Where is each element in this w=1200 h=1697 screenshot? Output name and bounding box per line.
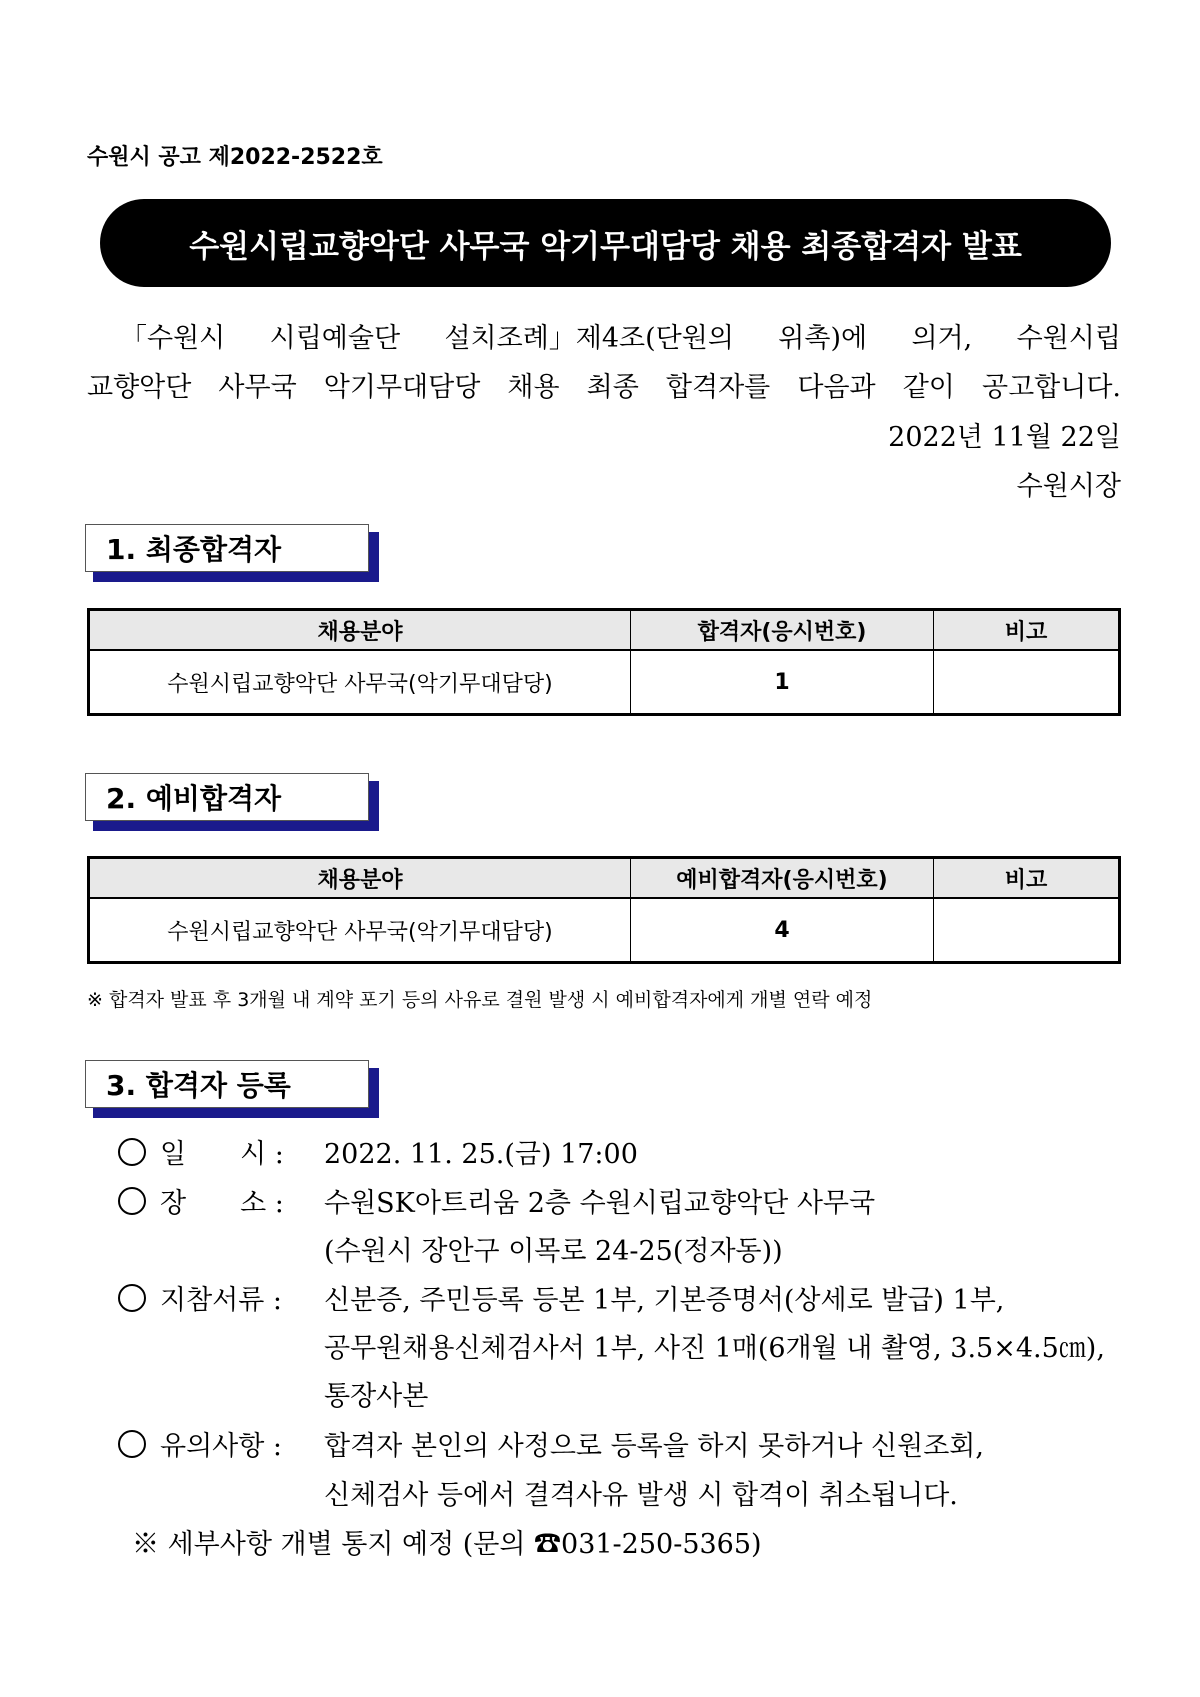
section-heading-3: 3. 합격자 등록	[85, 1060, 371, 1110]
item-documents	[118, 1278, 1004, 1317]
section-heading-1: 1. 최종합격자	[85, 524, 371, 574]
circle-bullet-icon	[118, 1430, 146, 1458]
reserve-note: ※ 합격자 발표 후 3개월 내 계약 포기 등의 사유로 결원 발생 시 예비합격자에게 개별 연락 예정	[87, 989, 873, 1011]
item-label: 일 시 :	[160, 1139, 284, 1170]
circle-bullet-icon	[118, 1187, 146, 1215]
section-heading-2: 2. 예비합격자	[85, 773, 371, 823]
notice-date: 2022년 11월 22일	[888, 422, 1121, 453]
item-value: (수원시 장안구 이목로 24-25(정자동))	[324, 1236, 783, 1267]
column-header: 비고	[934, 610, 1120, 651]
intro-text: 위촉)에	[778, 323, 868, 354]
page-title: 수원시립교향악단 사무국 악기무대담당 채용 최종합격자 발표	[189, 228, 1022, 265]
item-label: 장 소 :	[160, 1188, 284, 1219]
item-value: 합격자 본인의 사정으로 등록을 하지 못하거나 신원조회,	[324, 1431, 984, 1462]
item-value: 2022. 11. 25.(금) 17:00	[324, 1139, 638, 1170]
table-cell	[934, 650, 1120, 715]
table-header-row	[89, 610, 1120, 651]
table-row	[89, 650, 1120, 715]
intro-text: 설치조례」제4조(단원의	[444, 323, 734, 354]
intro-text: 수원시립	[1016, 323, 1121, 354]
table-header-row	[89, 858, 1120, 899]
item-datetime	[118, 1132, 638, 1171]
column-header: 채용분야	[89, 858, 631, 899]
column-header: 예비합격자(응시번호)	[631, 858, 934, 899]
intro-line-2: 교향악단 사무국 악기무대담당 채용 최종 합격자를 다음과 같이 공고합니다.	[87, 372, 1121, 403]
notice-number: 수원시 공고 제2022-2522호	[87, 145, 383, 170]
column-header: 비고	[934, 858, 1120, 899]
contact-footer: ※ 세부사항 개별 통지 예정 (문의 ☎031-250-5365)	[132, 1529, 762, 1560]
issuer: 수원시장	[1016, 471, 1121, 502]
column-header: 채용분야	[89, 610, 631, 651]
item-place	[118, 1181, 875, 1220]
circle-bullet-icon	[118, 1284, 146, 1312]
item-cautions	[118, 1424, 984, 1463]
item-label: 유의사항 :	[160, 1431, 283, 1462]
reserve-passers-table	[87, 856, 1121, 964]
intro-text: 의거,	[911, 323, 973, 354]
circle-bullet-icon	[118, 1138, 146, 1166]
intro-text: 「수원시	[120, 323, 226, 354]
column-header: 합격자(응시번호)	[631, 610, 934, 651]
final-passers-table	[87, 608, 1121, 716]
table-cell	[934, 898, 1120, 963]
item-label: 지참서류 :	[160, 1285, 283, 1316]
intro-text: 시립예술단	[269, 323, 401, 354]
table-cell: 수원시립교향악단 사무국(악기무대담당)	[89, 898, 631, 963]
item-value: 공무원채용신체검사서 1부, 사진 1매(6개월 내 촬영, 3.5×4.5㎝),	[324, 1333, 1105, 1364]
item-value: 신분증, 주민등록 등본 1부, 기본증명서(상세로 발급) 1부,	[324, 1285, 1005, 1316]
title-banner	[100, 199, 1111, 287]
table-row	[89, 898, 1120, 963]
intro-line-1	[120, 316, 1121, 355]
table-cell: 4	[631, 898, 934, 963]
table-cell: 1	[631, 650, 934, 715]
item-value: 통장사본	[324, 1381, 429, 1412]
item-value: 수원SK아트리움 2층 수원시립교향악단 사무국	[324, 1188, 876, 1219]
item-value: 신체검사 등에서 결격사유 발생 시 합격이 취소됩니다.	[324, 1480, 958, 1511]
table-cell: 수원시립교향악단 사무국(악기무대담당)	[89, 650, 631, 715]
